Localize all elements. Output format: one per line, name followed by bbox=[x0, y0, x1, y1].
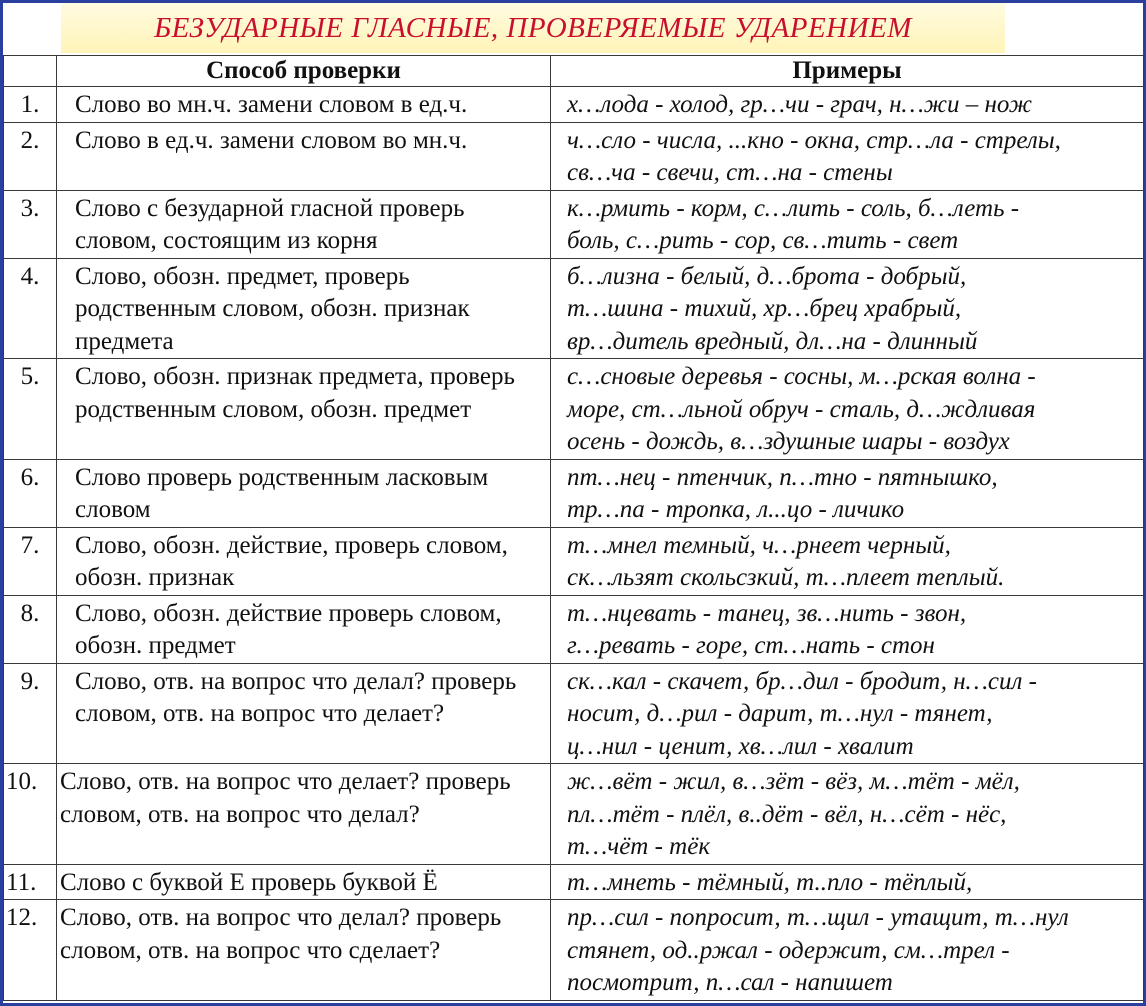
table-row bbox=[4, 900, 1144, 1001]
row-examples: ч…сло - числа, ...кно - окна, стр…ла - стрелы, св…ча - свечи, ст…на - стены bbox=[551, 122, 1144, 190]
table-row bbox=[4, 595, 1144, 663]
row-number: 1. bbox=[4, 87, 57, 123]
row-examples: т…мнеть - тёмный, т..пло - тёплый, bbox=[551, 864, 1144, 900]
row-method: Слово, отв. на вопрос что делал? проверь словом, отв. на вопрос что сделает? bbox=[57, 900, 551, 1001]
row-number: 9. bbox=[4, 663, 57, 764]
table-row bbox=[4, 258, 1144, 359]
table-row bbox=[4, 459, 1144, 527]
row-method: Слово, обозн. предмет, проверь родственным словом, обозн. признак предмета bbox=[57, 258, 551, 359]
row-number: 2. bbox=[4, 122, 57, 190]
title-box bbox=[61, 3, 1005, 53]
row-examples: х…лода - холод, гр…чи - грач, н…жи – нож bbox=[551, 87, 1144, 123]
table-header-row bbox=[4, 56, 1144, 87]
table-row bbox=[4, 527, 1144, 595]
row-examples: б…лизна - белый, д…брота - добрый, т…шина - тихий, хр…брец храбрый, вр…дитель вредный, дл…на - длинный bbox=[551, 258, 1144, 359]
table-row bbox=[4, 359, 1144, 460]
row-number: 12. bbox=[4, 900, 57, 1001]
row-method: Слово проверь родственным ласковым словом bbox=[57, 459, 551, 527]
row-number: 3. bbox=[4, 190, 57, 258]
row-examples: т…мнел темный, ч…рнеет черный, ск…льзят скольсзкий, т…плеет теплый. bbox=[551, 527, 1144, 595]
row-examples: пт…нец - птенчик, п…тно - пятнышко, тр…па - тропка, л...цо - личико bbox=[551, 459, 1144, 527]
row-method: Слово, обозн. признак предмета, проверь родственным словом, обозн. предмет bbox=[57, 359, 551, 460]
row-method: Слово, обозн. действие, проверь словом, обозн. признак bbox=[57, 527, 551, 595]
row-method: Слово, отв. на вопрос что делал? проверь словом, отв. на вопрос что делает? bbox=[57, 663, 551, 764]
row-method: Слово в ед.ч. замени словом во мн.ч. bbox=[57, 122, 551, 190]
row-method: Слово с безударной гласной проверь словом, состоящим из корня bbox=[57, 190, 551, 258]
table-row bbox=[4, 190, 1144, 258]
table-row bbox=[4, 663, 1144, 764]
row-number: 11. bbox=[4, 864, 57, 900]
row-number: 6. bbox=[4, 459, 57, 527]
table-row bbox=[4, 864, 1144, 900]
title-band bbox=[3, 3, 1143, 53]
row-number: 8. bbox=[4, 595, 57, 663]
table-body bbox=[4, 87, 1144, 1001]
header-method: Способ проверки bbox=[57, 56, 551, 87]
table-row bbox=[4, 764, 1144, 865]
header-examples: Примеры bbox=[551, 56, 1144, 87]
row-method: Слово во мн.ч. замени словом в ед.ч. bbox=[57, 87, 551, 123]
row-number: 7. bbox=[4, 527, 57, 595]
row-examples: с…сновые деревья - сосны, м…рская волна - море, ст…льной обруч - сталь, д…ждливая осень - дождь, в…здушные шары - воздух bbox=[551, 359, 1144, 460]
header-number bbox=[4, 56, 57, 87]
row-method: Слово, отв. на вопрос что делает? проверь словом, отв. на вопрос что делал? bbox=[57, 764, 551, 865]
page-title: БЕЗУДАРНЫЕ ГЛАСНЫЕ, ПРОВЕРЯЕМЫЕ УДАРЕНИЕМ bbox=[154, 11, 912, 44]
row-examples: т…нцевать - танец, зв…нить - звон, г…ревать - горе, ст…нать - стон bbox=[551, 595, 1144, 663]
row-examples: к…рмить - корм, с…лить - соль, б…леть - боль, с…рить - сор, св…тить - свет bbox=[551, 190, 1144, 258]
row-number: 5. bbox=[4, 359, 57, 460]
row-method: Слово с буквой Е проверь буквой Ё bbox=[57, 864, 551, 900]
rules-table bbox=[3, 55, 1144, 1001]
table-row bbox=[4, 87, 1144, 123]
row-number: 4. bbox=[4, 258, 57, 359]
row-examples: ж…вёт - жил, в…зёт - вёз, м…тёт - мёл, пл…тёт - плёл, в..дёт - вёл, н…сёт - нёс, т…чёт - тёк bbox=[551, 764, 1144, 865]
table-row bbox=[4, 122, 1144, 190]
row-examples: ск…кал - скачет, бр…дил - бродит, н…сил - носит, д…рил - дарит, т…нул - тянет, ц…нил - ценит, хв…лил - хвалит bbox=[551, 663, 1144, 764]
row-examples: пр…сил - попросит, т…щил - утащит, т…нул стянет, од..ржал - одержит, см…трел - посмотрит, п…сал - напишет bbox=[551, 900, 1144, 1001]
row-method: Слово, обозн. действие проверь словом, обозн. предмет bbox=[57, 595, 551, 663]
row-number: 10. bbox=[4, 764, 57, 865]
